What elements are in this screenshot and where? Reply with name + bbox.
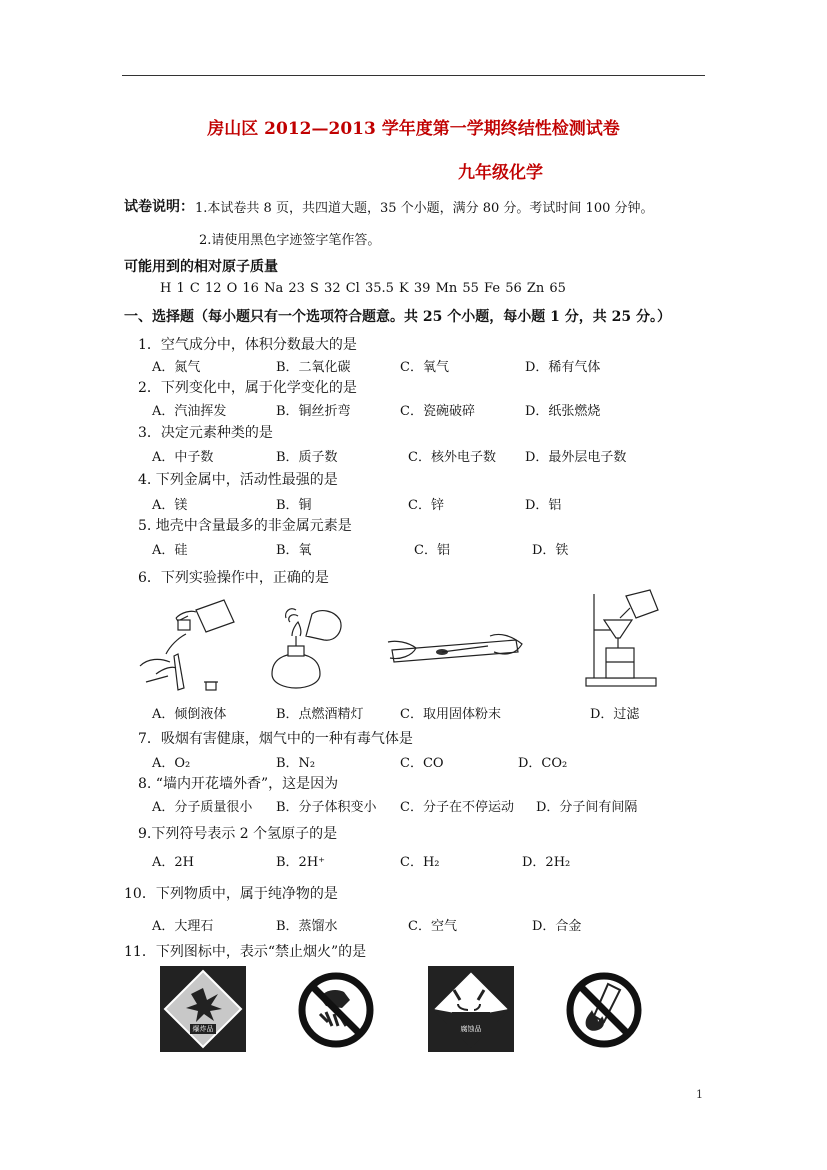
header-rule	[122, 75, 705, 76]
q9-option-a: A．2H	[152, 855, 194, 870]
explosive-icon	[160, 966, 246, 1052]
question-11-stem: 11．下列图标中，表示“禁止烟火”的是	[124, 944, 367, 960]
corrosive-icon	[428, 966, 514, 1052]
q8-option-c: C．分子在不停运动	[400, 800, 514, 815]
q3-option-b: B．质子数	[276, 450, 338, 465]
explosive-sign-label: 爆炸品	[192, 1025, 214, 1033]
question-3-stem: 3．决定元素种类的是	[138, 425, 273, 441]
instructions-line-1: 1.本试卷共 8 页，共四道大题，35 个小题，满分 80 分。考试时间 100 分钟。	[195, 201, 654, 216]
q6-option-d: D．过滤	[590, 707, 640, 722]
atomic-mass-heading: 可能用到的相对原子质量	[124, 259, 278, 275]
q1-option-b: B．二氧化碳	[276, 360, 351, 375]
q6-option-b: B．点燃酒精灯	[276, 707, 364, 722]
corrosive-sign-label: 腐蚀品	[460, 1025, 482, 1033]
question-5-stem: 5. 地壳中含量最多的非金属元素是	[138, 518, 352, 534]
q1-option-d: D．稀有气体	[525, 360, 601, 375]
q1-option-a: A．氮气	[152, 360, 201, 375]
section-1-heading: 一、选择题（每小题只有一个选项符合题意。共 25 个小题，每小题 1 分，共 25 分。）	[124, 309, 671, 325]
q8-option-a: A．分子质量很小	[152, 800, 253, 815]
q2-option-b: B．铜丝折弯	[276, 404, 351, 419]
question-4-stem: 4. 下列金属中，活动性最强的是	[138, 472, 338, 488]
q4-option-c: C．锌	[408, 498, 444, 513]
question-2-stem: 2．下列变化中，属于化学变化的是	[138, 380, 357, 396]
q9-option-c: C．H₂	[400, 855, 440, 870]
q2-option-c: C．瓷碗破碎	[400, 404, 475, 419]
question-10-stem: 10．下列物质中，属于纯净物的是	[124, 886, 338, 902]
q7-option-b: B．N₂	[276, 756, 316, 771]
q4-option-a: A．镁	[152, 498, 188, 513]
explosive-sign	[160, 966, 246, 1052]
instructions-line-2: 2.请使用黑色字迹签字笔作答。	[199, 233, 381, 248]
q3-option-a: A．中子数	[152, 450, 214, 465]
filtration-image	[580, 588, 670, 692]
q5-option-c: C．铝	[414, 543, 450, 558]
q6-option-a: A．倾倒液体	[152, 707, 227, 722]
question-8-stem: 8. “墙内开花墙外香”，这是因为	[138, 776, 339, 792]
exam-subtitle: 九年级化学	[458, 163, 543, 183]
q10-option-b: B．蒸馏水	[276, 919, 338, 934]
question-1-stem: 1．空气成分中，体积分数最大的是	[138, 337, 357, 353]
question-7-stem: 7．吸烟有害健康，烟气中的一种有毒气体是	[138, 731, 413, 747]
no-fire-icon	[564, 970, 644, 1050]
q6-option-c: C．取用固体粉末	[400, 707, 501, 722]
exam-title: 房山区 2012—2013 学年度第一学期终结性检测试卷	[207, 119, 620, 139]
q2-option-a: A．汽油挥发	[152, 404, 227, 419]
corrosive-sign	[428, 966, 514, 1052]
instructions-label: 试卷说明：	[124, 199, 194, 215]
q5-option-d: D．铁	[532, 543, 569, 558]
q4-option-d: D．铝	[525, 498, 562, 513]
q3-option-d: D．最外层电子数	[525, 450, 627, 465]
q8-option-d: D．分子间有间隔	[536, 800, 638, 815]
question-6-stem: 6．下列实验操作中，正确的是	[138, 570, 329, 586]
page-number: 1	[696, 1088, 703, 1101]
q2-option-d: D．纸张燃烧	[525, 404, 601, 419]
q10-option-a: A．大理石	[152, 919, 214, 934]
lighting-alcohol-lamp-image	[262, 596, 352, 696]
q9-option-b: B．2H⁺	[276, 855, 326, 870]
q7-option-d: D．CO₂	[518, 756, 568, 771]
taking-solid-powder-image	[386, 620, 526, 674]
q4-option-b: B．铜	[276, 498, 312, 513]
q7-option-a: A．O₂	[152, 756, 191, 771]
prohibited-hand-icon	[296, 970, 376, 1050]
question-9-stem: 9.下列符号表示 2 个氢原子的是	[138, 826, 338, 842]
q8-option-b: B．分子体积变小	[276, 800, 377, 815]
q10-option-c: C．空气	[408, 919, 457, 934]
q10-option-d: D．合金	[532, 919, 582, 934]
q5-option-b: B．氧	[276, 543, 312, 558]
pouring-liquid-image	[136, 596, 241, 696]
q1-option-c: C．氧气	[400, 360, 449, 375]
atomic-mass-values: H 1 C 12 O 16 Na 23 S 32 Cl 35.5 K 39 Mn 55 Fe 56 Zn 65	[160, 281, 566, 296]
q5-option-a: A．硅	[152, 543, 188, 558]
q9-option-d: D．2H₂	[522, 855, 571, 870]
q7-option-c: C．CO	[400, 756, 444, 771]
q3-option-c: C．核外电子数	[408, 450, 496, 465]
